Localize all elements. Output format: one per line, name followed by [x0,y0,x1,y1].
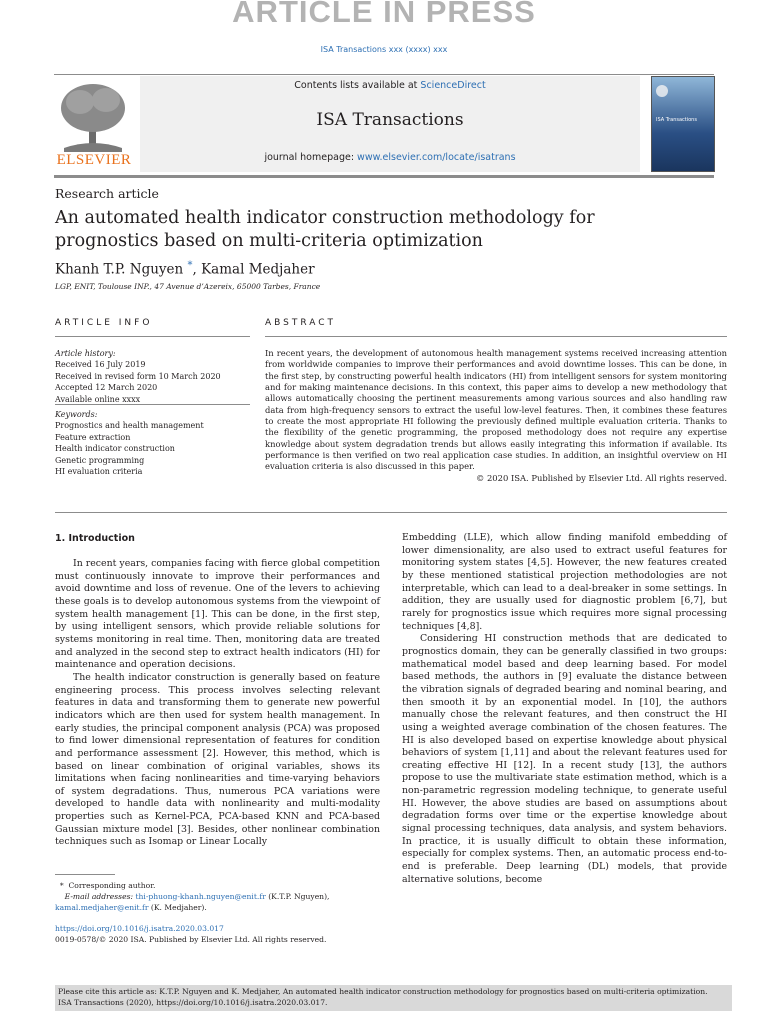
paragraph: Embedding (LLE), which allow finding manifold embedding of lower dimensionality, are also used to extract useful features for monitoring system states [4,5]. However, the new features created by these mentioned statistical projection methodologies are not interpretable, which can lead to a deal-breaker in some settings. In addition, they are usually used for diagnostic problem [6,7], but rarely for prognostics issue which requires more signal processing techniques [4,8]. [402,532,727,632]
keyword: Prognostics and health management [55,421,204,431]
journal-cover-image[interactable] [651,76,715,172]
body-column-right [402,532,727,886]
abstract-body: In recent years, the development of autonomous health management systems received increasing attention from worldwide companies to improve their performances and avoid downtime losses. This can be done, in the first step, by constructing powerful health indicators (HI) from intelligent sensors for system monitoring and for making maintenance decisions. In this context, this paper aims to develop a new methodology that allows automatically choosing the pertinent measurements among various sources and also handling raw data from high-frequency sensors to extract the useful low-level features. Then, it combines these features to create the most appropriate HI following the previously defined multiple evaluation criteria. Thanks to the flexibility of the genetic programming, the proposed methodology does not require any expertise knowledge about system degradation trends but allows easily integrating this information if available. Its performance is then verified on two real application case studies. In addition, an insightful overview on HI evaluation criteria is also discussed in this paper. © 2020 ISA. Published by Elsevier Ltd. All rights reserved. [265,348,727,483]
issn-line: 0019-0578/© 2020 ISA. Published by Elsevier Ltd. All rights reserved. [55,935,327,944]
history-item: Received in revised form 10 March 2020 [55,371,221,381]
cover-emblem-icon [656,85,668,97]
article-history: Article history: Received 16 July 2019 Received in revised form 10 March 2020 Accepted 12 March 2020 Available online xxxx [55,348,250,405]
journal-reference[interactable]: ISA Transactions xxx (xxxx) xxx [320,45,448,54]
author-name[interactable]: Khanh T.P. Nguyen [55,261,184,278]
keywords: Keywords: Prognostics and health management Feature extraction Health indicator construction Genetic programming HI evaluation criteria [55,409,250,477]
keyword: HI evaluation criteria [55,467,143,477]
citation-text: Please cite this article as: K.T.P. Nguyen and K. Medjaher, An automated health indicator construction methodology for prognostics based on multi-criteria optimization. ISA Transactions (2020), https://doi.org/10.1016/j.isatra.2020.03.017. [58,986,733,1008]
article-info-heading: ARTICLE INFO [55,318,153,328]
keyword: Health indicator construction [55,444,175,454]
paragraph: Considering HI construction methods that are dedicated to prognostics domain, they can be generally classified in two groups: mathematical model based and deep learning based. For model based methods, the authors in [9] evaluate the distance between the vibration signals of degraded bearing and nominal bearing, and then smooth it by an exponential model. In [10], the authors manually chose the relevant features, and then construct the HI using a weighted average combination of the chosen features. The HI is also developed based on expertise knowledge about physical behaviors of system [1,11] and about the relevant features used for creating effective HI [12]. In a recent study [13], the authors propose to use the multivariate state estimation method, which is a non-parametric regression modeling technique, to generate useful HI. However, the above studies are based on assumptions about degradation forms over time or the expertise knowledge about signal processing techniques, data analysis, and system behaviors. In practice, it is usually difficult to obtain these information, especially for complex systems. Then, an automatic process end-to-end is preferable. Deep learning (DL) models, that provide alternative solutions, become [402,633,727,885]
publisher-name: ELSEVIER [56,152,132,168]
corresponding-author-mark[interactable]: * [187,260,193,271]
history-item: Available online xxxx [55,394,141,404]
footnote-divider [55,874,115,875]
citation-doi-link[interactable]: ISA Transactions (2020), https://doi.org/10.1016/j.isatra.2020.03.017. [58,998,328,1007]
author-list [55,260,315,278]
affiliation: LGP, ENIT, Toulouse INP., 47 Avenue d’Azereix, 65000 Tarbes, France [55,282,321,291]
footnote: * Corresponding author. E-mail addresses: thi-phuong-khanh.nguyen@enit.fr (K.T.P. Nguyen), kamal.medjaher@enit.fr (K. Medjaher). https://doi.org/10.1016/j.isatra.2020.03.017 0019-0578/© 2020 ISA. Published by Elsevier Ltd. All rights reserved. [55,880,385,945]
article-in-press-banner [0,0,768,54]
section-heading: 1. Introduction [55,533,135,544]
journal-name: ISA Transactions [316,110,464,130]
paragraph: The health indicator construction is generally based on feature engineering process. This process involves selecting relevant features in data and transforming them to generate new powerful indicators which are then used for system health management. In early studies, the principal component analysis (PCA) was proposed to find lower dimensional representation of features for condition and performance assessment [2]. However, this method, which is based on linear combination of original variables, shows its limitations when facing nonlinearities and time-varying behaviors of system degradations. Thus, numerous PCA variations were developed to handle data with nonlinearity and multi-modality properties such as Kernel-PCA, PCA-based KNN and PCA-based Gaussian mixture model [3]. Besides, other nonlinear combination techniques such as Isomap or Linear Locally [55,671,380,848]
history-item: Accepted 12 March 2020 [55,383,158,393]
banner-title: ARTICLE IN PRESS [232,0,536,29]
cover-title: ISA Transactions [656,117,697,123]
sciencedirect-link[interactable]: ScienceDirect [420,80,486,91]
keyword: Genetic programming [55,455,145,465]
abstract-heading: ABSTRACT [265,318,337,328]
article-title: An automated health indicator construction methodology for prognostics based on multi-criteria optimization [55,208,595,251]
keyword: Feature extraction [55,432,131,442]
divider [55,336,250,337]
paragraph: In recent years, companies facing with fierce global competition must continuously innovate to improve their performances and avoid downtime and loss of revenue. One of the levers to achieving these goals is to develop autonomous systems from the viewpoint of system health management [1]. This can be done, in the first step, by using intelligent sensors, which provide reliable solutions for systems monitoring in real time. Then, monitoring data are treated and analyzed in the second step to extract health indicators (HI) for maintenance and operation decisions. [55,558,380,671]
homepage-link[interactable]: www.elsevier.com/locate/isatrans [357,152,516,163]
email-link[interactable]: thi-phuong-khanh.nguyen@enit.fr [135,892,266,901]
divider [55,512,727,513]
doi-link[interactable]: https://doi.org/10.1016/j.isatra.2020.03.017 [55,924,224,933]
contents-line: Contents lists available at ScienceDirect [294,80,486,91]
email-link[interactable]: kamal.medjaher@enit.fr [55,903,149,912]
author-name[interactable]: , Kamal Medjaher [192,261,315,278]
divider [265,336,727,337]
journal-homepage: journal homepage: www.elsevier.com/locate/isatrans [264,152,516,163]
abstract-copyright: © 2020 ISA. Published by Elsevier Ltd. All rights reserved. [475,472,727,483]
body-column-left [55,558,380,849]
history-item: Received 16 July 2019 [55,360,146,370]
article-type: Research article [55,186,159,201]
